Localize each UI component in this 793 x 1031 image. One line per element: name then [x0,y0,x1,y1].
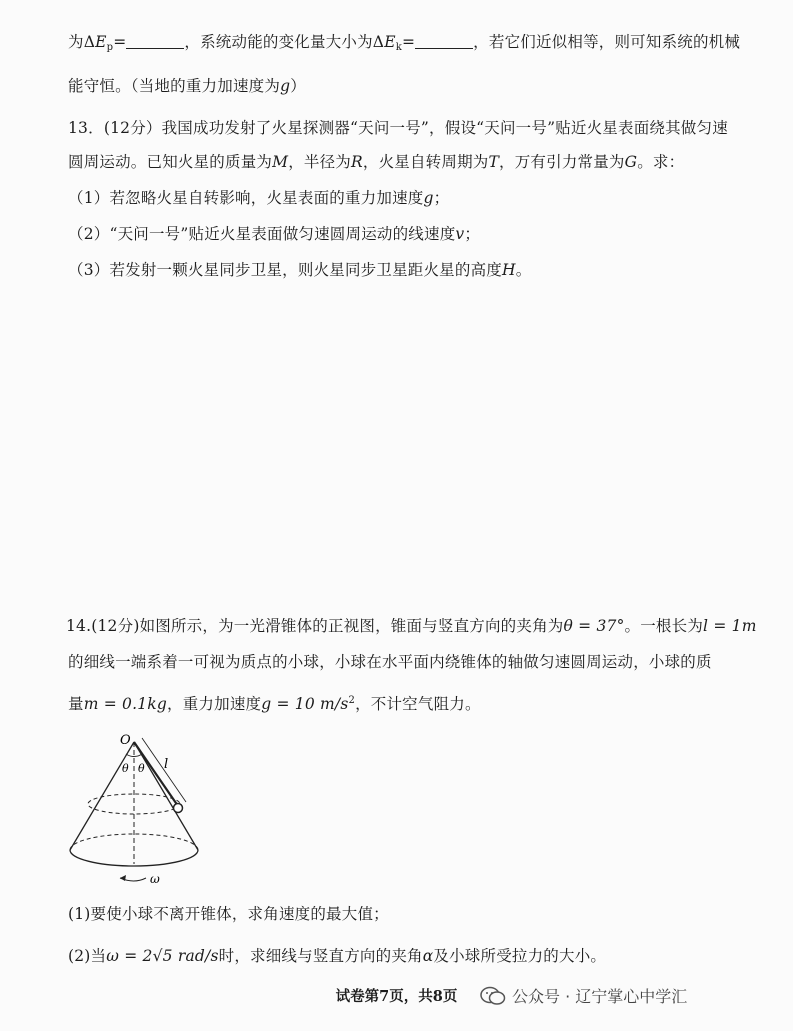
q14-text: 时，求细线与竖直方向的夹角 [218,947,423,965]
answer-blank-ep [126,34,184,49]
ep-sub: p [106,42,114,53]
ek-var: E [384,33,396,51]
var-T: T [488,153,500,171]
q12-text: ） [290,77,306,95]
q13-sub1 [68,186,449,208]
q14-sub2 [68,944,606,966]
watermark [480,984,687,1007]
theta-eq: θ = 37° [563,617,625,635]
label-omega: ω [150,872,160,886]
var-v: v [455,225,465,243]
q13-text: ，万有引力常量为 [499,153,625,171]
q13-sub3 [68,258,531,280]
q13-text: ； [464,225,481,243]
q14-text: (2)当 [68,947,107,965]
label-O: O [120,733,131,748]
q13-text: 。求： [637,153,685,171]
q12-text: 能守恒。（当地的重力加速度为 [68,77,281,95]
q13-text: 。 [515,261,532,279]
q14-text: ，重力加速度 [167,695,262,713]
l-eq: l = 1m [703,617,757,635]
q14-line-3 [68,692,481,714]
q13-text: ，半径为 [288,153,351,171]
q13-line-2 [68,150,684,172]
watermark-text: 公众号 · 辽宁掌心中学汇 [512,987,688,1006]
g-eq: g = 10 m/s [261,695,349,713]
g-sup: 2 [348,695,356,706]
q14-text: 。一根长为 [624,617,704,635]
q13-text: ，火星自转周期为 [362,153,489,171]
q14-text: ，不计空气阻力。 [355,695,481,713]
omega-eq: ω = 2√5 rad/s [106,947,219,965]
eq-sign: = [401,33,416,51]
var-H: H [501,261,516,279]
var-M: M [272,153,289,171]
ball [174,804,183,813]
page-footer: 试卷第7页，共8页 [335,988,458,1005]
eq-sign: = [113,33,127,51]
q14-text: 及小球所受拉力的大小。 [433,947,607,965]
g-var: g [280,77,291,95]
rotation-arrowhead [120,875,126,881]
label-l: l [164,757,169,772]
ep-var: E [95,33,107,51]
cone-figure [60,728,220,888]
var-G: G [624,153,638,171]
q14-line-1 [66,614,757,636]
q13-text: （1）若忽略火星自转影响，火星表面的重力加速度 [68,189,424,207]
q13-text: （2）“天问一号”贴近火星表面做匀速圆周运动的线速度 [68,225,456,243]
q14-text: 量 [68,695,84,713]
q14-line-2: 的细线一端系着一可视为质点的小球，小球在水平面内绕锥体的轴做匀速圆周运动，小球的质 [68,653,712,671]
q14-text: 14.(12分)如图所示，为一光滑锥体的正视图，锥面与竖直方向的夹角为 [66,617,564,635]
ek-sub: k [395,42,402,53]
q13-text: （3）若发射一颗火星同步卫星，则火星同步卫星距火星的高度 [68,261,502,279]
q12-line-2 [68,74,306,96]
label-theta-right: θ [138,762,145,775]
var-g: g [423,189,434,207]
q12-text: ，若它们近似相等，则可知系统的机械 [473,33,741,51]
m-eq: m = 0.1kg [83,695,168,713]
label-theta-left: θ [122,762,129,775]
var-R: R [351,153,363,171]
q13-text: 圆周运动。已知火星的质量为 [68,153,273,171]
q13-sub2 [68,222,480,244]
q14-sub1: (1)要使小球不离开锥体，求角速度的最大值； [68,905,389,923]
q13-text: ； [433,189,450,207]
wechat-icon [480,986,506,1006]
q12-text: 为Δ [68,33,96,51]
q13-heading: 13．(12分）我国成功发射了火星探测器“天问一号”，假设“天问一号”贴近火星表面绕其做匀速 [68,119,728,137]
orbit-ellipse [88,794,180,814]
answer-blank-ek [415,34,473,49]
q12-line-1 [68,30,740,53]
q12-text: ，系统动能的变化量大小为Δ [184,33,385,51]
var-alpha: α [422,947,434,965]
